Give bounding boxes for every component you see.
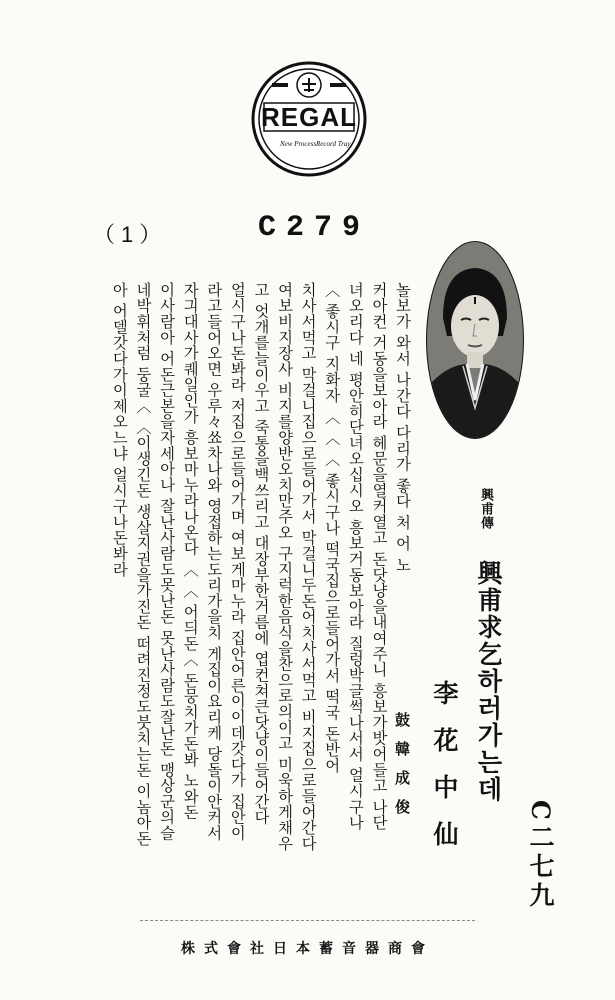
- footer-divider: [140, 920, 475, 921]
- logo-brand-text: REGAL: [261, 102, 357, 132]
- page-number: （1）: [93, 222, 168, 247]
- lyric-line: 녀오리다 네 평안히단녀오십시오 흥보거동보아라 질렁박글썩나서서 얼시구나: [346, 282, 365, 831]
- lyric-line: 커아컨 거동을보아라 헤문을열커열고 돈닷냥을내여주니 흥보가밧어들고 나단: [370, 282, 389, 831]
- publisher-footer: 株式會社日本蓄音器商會: [181, 941, 434, 957]
- regal-record-emblem-icon: [250, 60, 368, 178]
- lyric-line: 치사서먹고 막걸니집으로들어가서 막걸니두돈어치사서먹고 비지집으로들어간다: [299, 282, 318, 852]
- lyric-line: 라고들어오면 우루々쑈차나와 영접하는도리가을치 게집이요리케 당돌이안커서: [205, 282, 224, 841]
- lyric-line: 네박휘처럼 둥굴〈 〈이생긴돈 생살지권을가진돈 떠려진정도붓치는돈 이놈아돈: [134, 282, 153, 847]
- lyric-line: 놀보가 와서 나간다 다리가 좋다 처 어 노: [394, 282, 412, 573]
- lyric-line: 〈 좋시구 지화자 〈 〈 〈 좋시구나 떡국집으로들어가서 떡국 돈반어: [323, 282, 342, 774]
- lyric-line: 얼시구나돈봐라 저집으로들어가며 여보게마누라 집안어른이이데갓다가 집안이: [228, 282, 247, 841]
- singer-name: 李花中仙: [430, 680, 459, 868]
- lyric-line: 여보비지장사 비지를양반오치만주오 구지럭한음식을찬으로의이고 미욱하게채우: [276, 282, 295, 852]
- lyric-line: 자긔대사가퀘일인가 흥보마누라나온다 〈 〈 어듸돈〈 돈뭉치가돈봐 노와돈: [181, 282, 200, 821]
- lyrics-body: [74, 282, 414, 922]
- logo-left-caption: New Process: [280, 140, 317, 148]
- lyric-line: 아 어델갓다가이제오느냐 얼시구나돈봐라: [110, 282, 129, 578]
- lyric-line: 고 엇개를늘이우고 죽통을백쓰리고 대장부한거름에 엽컨쳐큰닷냥이들어간다: [252, 282, 271, 826]
- logo-right-caption: Record Tray: [316, 140, 351, 148]
- catalog-number-vertical: C二七九: [526, 800, 555, 911]
- genre-label: 興甫傳: [478, 488, 493, 530]
- drum-accompanist: 鼓韓成俊: [393, 712, 411, 828]
- regal-logo: [250, 60, 368, 178]
- catalog-number: C279: [258, 211, 371, 245]
- song-title: 興甫求乞하러가는데: [474, 560, 503, 803]
- lyric-line: 이사람아 어돈근본을자세아나 잘난사람도못난돈 못난사람도잘난돈 맹상군의슬: [158, 282, 177, 841]
- singer-portrait: [425, 240, 525, 440]
